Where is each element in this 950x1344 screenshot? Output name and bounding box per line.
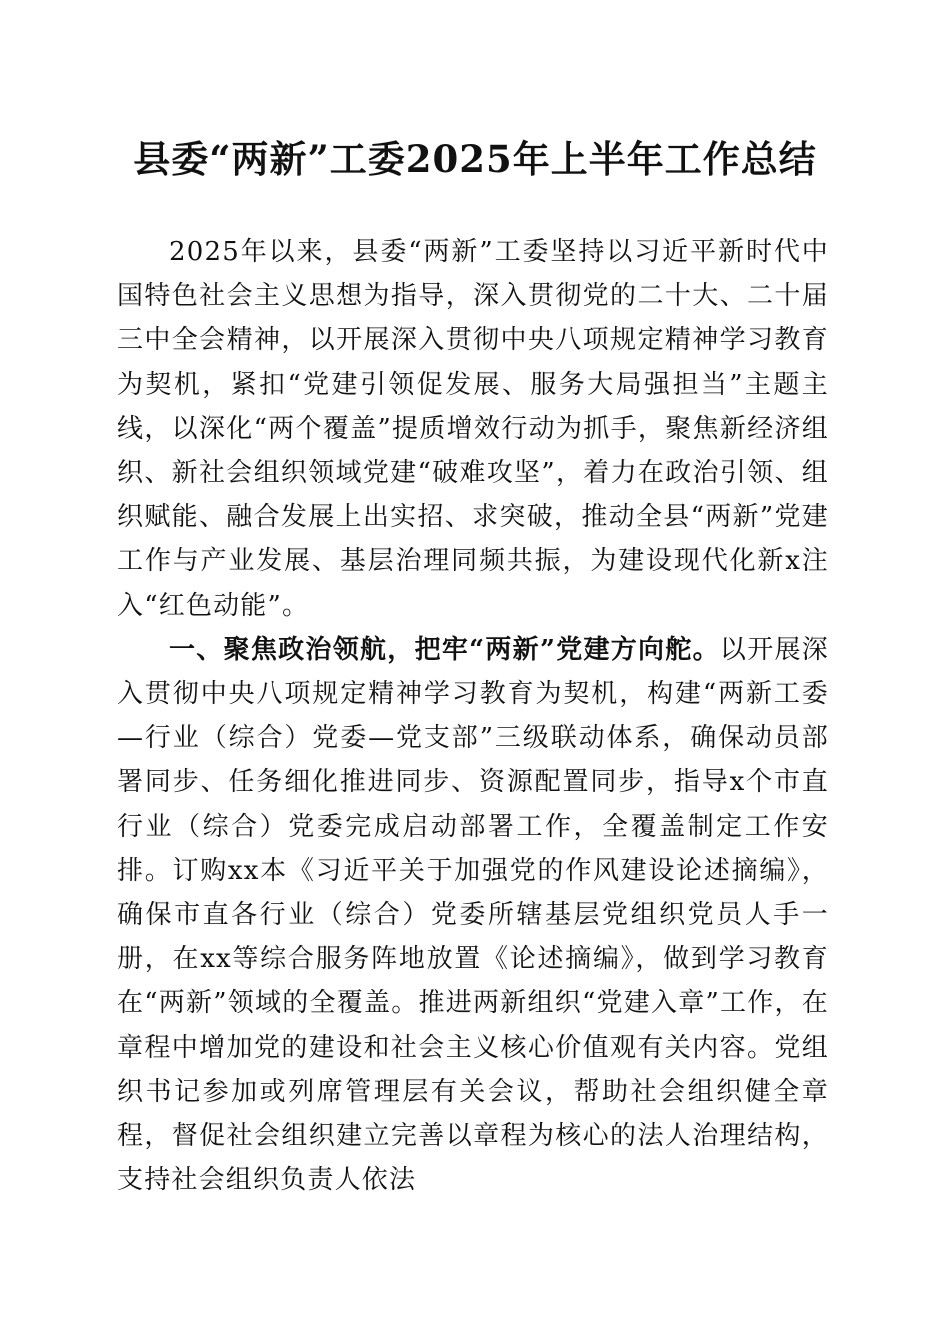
intro-paragraph-text: 2025年以来，县委“两新”工委坚持以习近平新时代中国特色社会主义思想为指导，深入贯彻党的二十大、二十届三中全会精神，以开展深入贯彻中央八项规定精神学习教育为契机，紧扣“党建引领促发展、服务大局强担当”主题主线，以深化“两个覆盖”提质增效行动为抓手，聚焦新经济组织、新社会组织领域党建“破难攻坚”，着力在政治引领、组织赋能、融合发展上出实招、求突破，推动全县“两新”党建工作与产业发展、基层治理同频共振，为建设现代化新x注入“红色动能”。	[117, 237, 829, 621]
document-title: 县委“两新”工委2025年上半年工作总结	[133, 137, 817, 181]
intro-paragraph	[117, 230, 829, 628]
document-body	[117, 230, 829, 1202]
section-one-text: 以开展深入贯彻中央八项规定精神学习教育为契机，构建“两新工委—行业（综合）党委—党支部”三级联动体系，确保动员部署同步、任务细化推进同步、资源配置同步，指导x个市直行业（综合）党委完成启动部署工作，全覆盖制定工作安排。订购xx本《习近平关于加强党的作风建设论述摘编》，确保市直各行业（综合）党委所辖基层党组织党员人手一册，在xx等综合服务阵地放置《论述摘编》，做到学习教育在“两新”领域的全覆盖。推进两新组织“党建入章”工作，在章程中增加党的建设和社会主义核心价值观有关内容。党组织书记参加或列席管理层有关会议，帮助社会组织健全章程，督促社会组织建立完善以章程为核心的法人治理结构，支持社会组织负责人依法	[117, 634, 829, 1196]
section-one-heading: 一、聚焦政治领航，把牢“两新”党建方向舵。	[169, 634, 720, 665]
section-one-paragraph	[117, 628, 829, 1203]
